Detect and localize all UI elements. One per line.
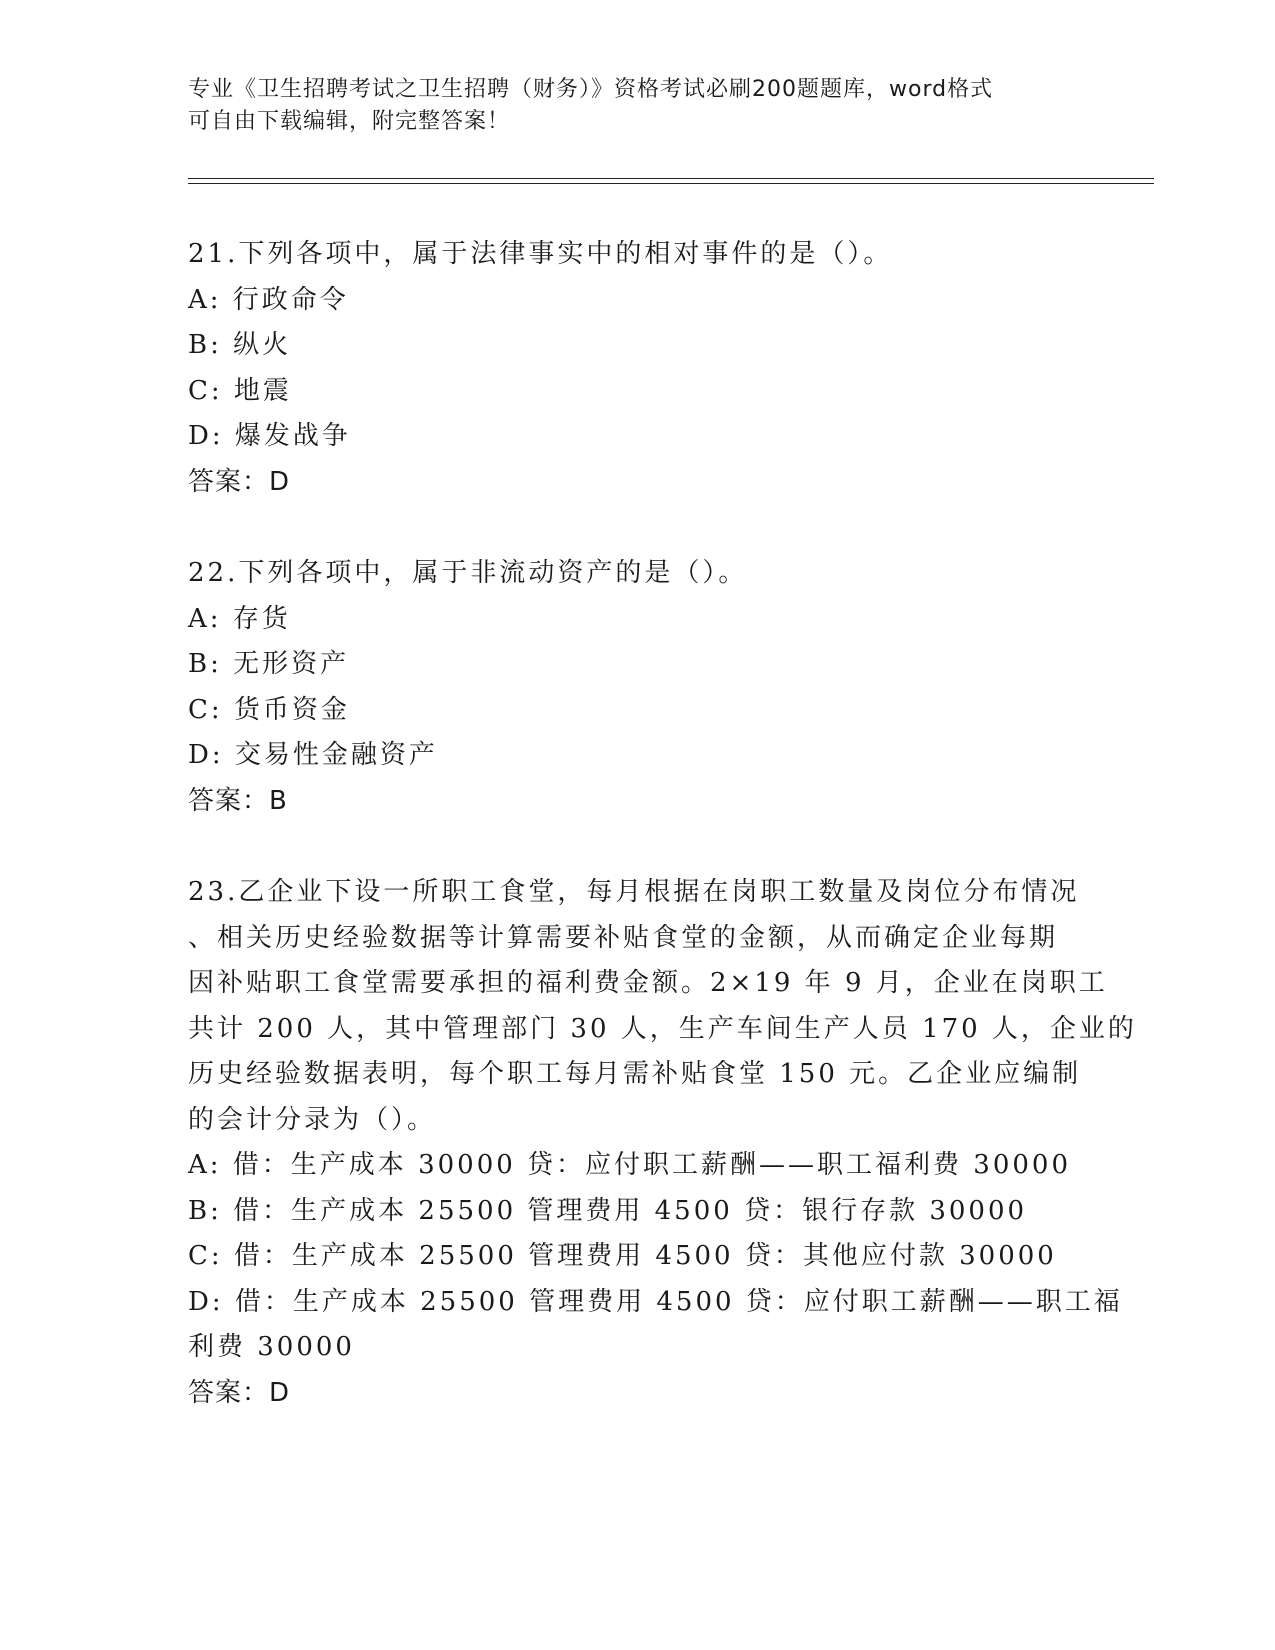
option-a: A: 行政命令 — [188, 284, 349, 315]
question-stem-line-1: 23.乙企业下设一所职工食堂，每月根据在岗职工数量及岗位分布情况 — [188, 877, 1080, 907]
option-c: C: 货币资金 — [188, 694, 350, 725]
option-b: B: 无形资产 — [188, 649, 350, 679]
question-stem: 22.下列各项中，属于非流动资产的是（）。 — [188, 558, 748, 588]
answer-label: 答案：D — [188, 1377, 291, 1408]
header-divider-top — [188, 178, 1154, 179]
answer-label: 答案：B — [188, 785, 288, 816]
option-a: A: 借：生产成本 30000 贷：应付职工薪酬——职工福利费 30000 — [188, 1150, 1072, 1180]
answer-label: 答案：D — [188, 466, 291, 497]
question-stem: 21.下列各项中，属于法律事实中的相对事件的是（）。 — [188, 239, 893, 269]
question-stem-line-6: 的会计分录为（）。 — [188, 1104, 437, 1135]
option-b: B: 借：生产成本 25500 管理费用 4500 贷：银行存款 30000 — [188, 1195, 1028, 1226]
option-b: B: 纵火 — [188, 330, 292, 360]
question-stem-line-4: 共计 200 人，其中管理部门 30 人，生产车间生产人员 170 人，企业的 — [188, 1013, 1137, 1044]
question-23 — [188, 870, 1137, 1416]
option-d: D: 爆发战争 — [188, 421, 351, 451]
header-line-1: 专业《卫生招聘考试之卫生招聘（财务）》资格考试必刷200题题库，word格式 — [188, 77, 994, 102]
header-divider-bottom — [188, 183, 1154, 184]
option-d: D: 交易性金融资产 — [188, 740, 438, 770]
header-line-2: 可自由下载编辑，附完整答案！ — [188, 109, 511, 134]
option-d: D: 借：生产成本 25500 管理费用 4500 贷：应付职工薪酬——职工福 — [188, 1286, 1123, 1317]
option-d-continued: 利费 30000 — [188, 1332, 355, 1362]
document-header — [188, 74, 1068, 138]
option-a: A: 存货 — [188, 603, 291, 634]
option-c: C: 地震 — [188, 375, 292, 406]
option-c: C: 借：生产成本 25500 管理费用 4500 贷：其他应付款 30000 — [188, 1241, 1057, 1271]
question-stem-line-3: 因补贴职工食堂需要承担的福利费金额。2×19 年 9 月，企业在岗职工 — [188, 968, 1108, 998]
question-21 — [188, 232, 1088, 505]
question-22 — [188, 551, 1088, 824]
question-stem-line-2: 、相关历史经验数据等计算需要补贴食堂的金额，从而确定企业每期 — [188, 922, 1059, 953]
question-stem-line-5: 历史经验数据表明，每个职工每月需补贴食堂 150 元。乙企业应编制 — [188, 1059, 1082, 1089]
